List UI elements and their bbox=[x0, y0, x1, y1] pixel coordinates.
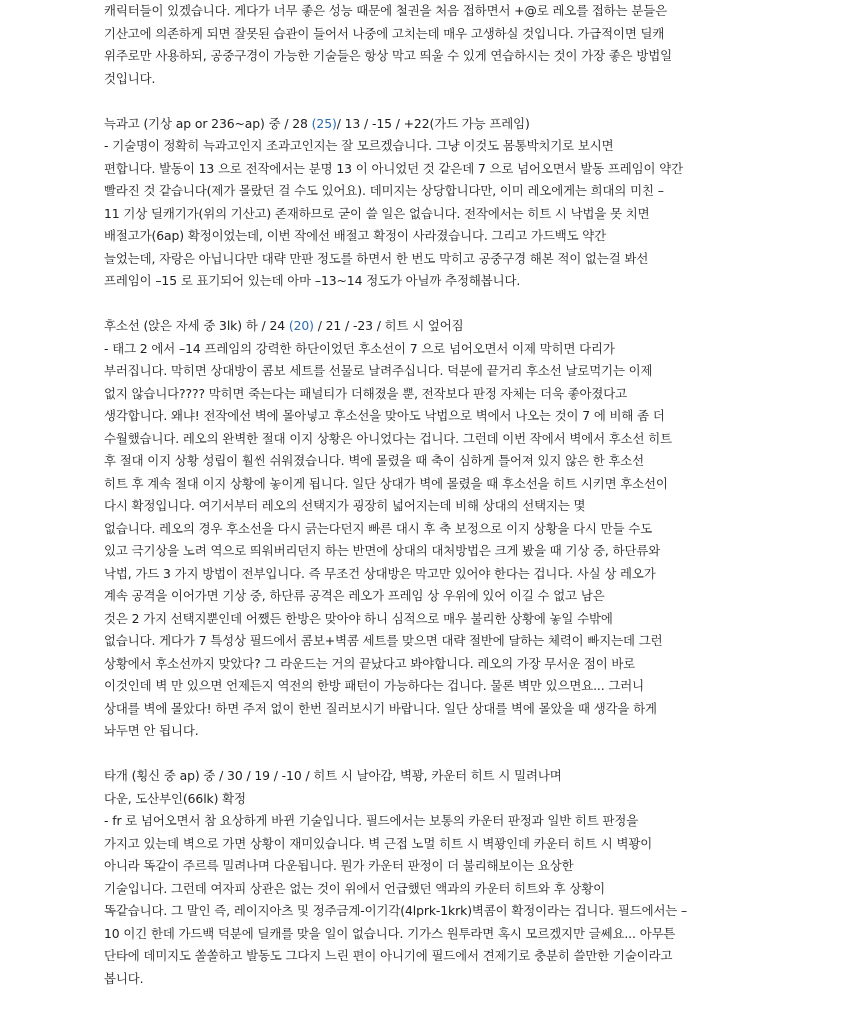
heading-text: 타개 (횡신 중 ap) 중 / 30 / 19 / -10 / 히트 시 날아감, 벽꽝, 카운터 히트 시 밀려나며 bbox=[104, 768, 562, 783]
text-line: 히트 후 계속 절대 이지 상황에 놓이게 됩니다. 일단 상대가 벽에 몰렸을 때 후소선을 히트 시키면 후소선이 bbox=[104, 475, 668, 491]
text-line: 없지 않습니다???? 막히면 죽는다는 패널티가 더해졌을 뿐, 전작보다 판정 자체는 더욱 좋아졌다고 bbox=[104, 385, 628, 401]
text-line: 기술입니다. 그런데 여자피 상관은 없는 것이 위에서 언급했던 액과의 카운터 히트와 후 상황이 bbox=[104, 880, 605, 896]
move-section-husoseon bbox=[104, 315, 756, 743]
heading-text: 후소선 (앉은 자세 중 3lk) 하 / 24 bbox=[104, 318, 289, 333]
text-line: 있고 극기상을 노려 역으로 띄워버리던지 하는 반면에 상대의 대처방법은 크게 봤을 때 기상 중, 하단류와 bbox=[104, 543, 661, 558]
text-line: 상황에서 후소선까지 맞았다? 그 라운드는 거의 끝났다고 봐야합니다. 레오의 가장 무서운 점이 바로 bbox=[104, 655, 636, 671]
text-line: 배절고가(6ap) 확정이었는데, 이번 작에선 배절고 확정이 사라졌습니다. 그리고 가드백도 약간 bbox=[104, 228, 607, 243]
text-line: - fr 로 넘어오면서 참 요상하게 바뀐 기술입니다. 필드에서는 보통의 카운터 판정과 일반 히트 판정을 bbox=[104, 813, 639, 828]
text-line: 가지고 있는데 벽으로 가면 상황이 재미있습니다. 벽 근접 노멀 히트 시 벽꽝인데 카운터 히트 시 벽꽝이 bbox=[104, 835, 653, 851]
text-line: 봅니다. bbox=[104, 970, 144, 986]
move-heading bbox=[104, 113, 756, 136]
text-line: 캐릭터들이 있겠습니다. 게다가 너무 좋은 성능 때문에 철권을 처음 접하면서 +@로 레오를 접하는 분들은 bbox=[104, 3, 667, 18]
frame-highlight: (20) bbox=[288, 318, 314, 333]
frame-highlight: (25) bbox=[311, 115, 337, 131]
text-line: 없습니다. 레오의 경우 후소선을 다시 긁는다던지 빠른 대시 후 축 보정으로 이지 상황을 다시 만들 수도 bbox=[104, 520, 653, 536]
text-line: 다운, 도산부인(66lk) 확정 bbox=[104, 790, 246, 806]
text-line: 위주로만 사용하되, 공중구경이 가능한 기술들은 항상 막고 띄울 수 있게 연습하시는 것이 가장 좋은 방법일 bbox=[104, 48, 672, 63]
heading-text: / 13 / -15 / +22(가드 가능 프레임) bbox=[336, 115, 530, 131]
text-line: 편합니다. 발동이 13 으로 전작에서는 분명 13 이 아니었던 것 같은데 7 으로 넘어오면서 발동 프레임이 약간 bbox=[104, 160, 683, 176]
text-line: 늘었는데, 자랑은 아닙니다만 대략 만판 정도를 하면서 한 번도 막히고 공중구경 해본 적이 없는걸 봐선 bbox=[104, 250, 649, 266]
text-line: 기산고에 의존하게 되면 잘못된 습관이 들어서 나중에 고치는데 매우 고생하실 것입니다. 가급적이면 딜캐 bbox=[104, 25, 665, 41]
intro-paragraph bbox=[104, 0, 756, 90]
text-line: 단타에 데미지도 쏠쏠하고 발동도 그다지 느린 편이 아니기에 필드에서 견제기로 충분히 쓸만한 기술이라고 bbox=[104, 948, 673, 963]
move-heading bbox=[104, 315, 756, 338]
text-line: 후 절대 이지 상황 성립이 훨씬 쉬워졌습니다. 벽에 몰렸을 때 축이 심하게 틀어져 있지 않은 한 후소선 bbox=[104, 453, 645, 468]
text-line: 10 이긴 한데 가드백 덕분에 딜캐를 맞을 일이 없습니다. 기가스 원투라면 혹시 모르겠지만 글쎄요... 아무튼 bbox=[104, 925, 676, 941]
heading-text: 늑과고 (기상 ap or 236~ap) 중 / 28 bbox=[104, 115, 312, 131]
paragraph-gap bbox=[104, 743, 756, 766]
text-line: 아니라 똑같이 주르륵 밀려나며 다운됩니다. 뭔가 카운터 판정이 더 불리해보이는 요상한 bbox=[104, 858, 574, 873]
heading-text: / 21 / -23 / 히트 시 엎어짐 bbox=[313, 318, 464, 333]
move-section-tagae bbox=[104, 765, 756, 990]
text-line: - 기술명이 정확히 늑과고인지 조과고인지는 잘 모르겠습니다. 그냥 이것도 몸통박치기로 보시면 bbox=[104, 138, 614, 153]
text-line: 상대를 벽에 몰았다! 하면 주저 없이 한번 질러보시기 바랍니다. 일단 상대를 벽에 몰았을 때 생각을 하게 bbox=[104, 700, 657, 716]
move-heading bbox=[104, 765, 756, 788]
text-line: 프레임이 –15 로 표기되어 있는데 아마 –13~14 정도가 아닐까 추정해봅니다. bbox=[104, 273, 521, 288]
text-line: 똑같습니다. 그 말인 즉, 레이지아츠 및 정주금계-이기각(4lprk-1krk)벽콤이 확정이라는 겁니다. 필드에서는 – bbox=[104, 903, 688, 918]
paragraph-gap bbox=[104, 293, 756, 316]
text-line: 빨라진 것 같습니다(제가 몰랐던 걸 수도 있어요). 데미지는 상당합니다만, 이미 레오에게는 희대의 미친 – bbox=[104, 183, 664, 198]
text-line: 생각합니다. 왜냐! 전작에선 벽에 몰아넣고 후소선을 맞아도 낙법으로 벽에서 나오는 것이 7 에 비해 좀 더 bbox=[104, 408, 665, 423]
move-section-neukgwago bbox=[104, 113, 756, 293]
paragraph-gap bbox=[104, 90, 756, 113]
text-line: 계속 공격을 이어가면 기상 중, 하단류 공격은 레오가 프레임 상 우위에 있어 이길 수 없고 남은 bbox=[104, 588, 605, 603]
text-line: 수월했습니다. 레오의 완벽한 절대 이지 상황은 아니었다는 겁니다. 그런데 이번 작에서 벽에서 후소선 히트 bbox=[104, 430, 672, 446]
text-line: 것은 2 가지 선택지뿐인데 어쨌든 한방은 맞아야 하니 심적으로 매우 불리한 상황에 놓일 수밖에 bbox=[104, 610, 613, 626]
text-line: - 태그 2 에서 –14 프레임의 강력한 하단이었던 후소선이 7 으로 넘어오면서 이제 막히면 다리가 bbox=[104, 340, 615, 356]
text-line: 것입니다. bbox=[104, 70, 156, 86]
text-line: 이것인데 벽 만 있으면 언제든지 역전의 한방 패턴이 가능하다는 겁니다. 물론 벽만 있으면요... 그러니 bbox=[104, 678, 645, 693]
text-line: 없습니다. 게다가 7 특성상 필드에서 콤보+벽콤 세트를 맞으면 대략 절반에 달하는 체력이 빠지는데 그런 bbox=[104, 633, 663, 648]
text-line: 낙법, 가드 3 가지 방법이 전부입니다. 즉 무조건 상대방은 막고만 있어야 한다는 겁니다. 사실 상 레오가 bbox=[104, 565, 656, 581]
text-line: 11 기상 딜캐기가(위의 기산고) 존재하므로 굳이 쓸 일은 없습니다. 전작에서는 히트 시 낙법을 못 치면 bbox=[104, 205, 650, 221]
text-line: 다시 확정입니다. 여기서부터 레오의 선택지가 굉장히 넓어지는데 비해 상대의 선택지는 몇 bbox=[104, 498, 586, 513]
text-line: 놔두면 안 됩니다. bbox=[104, 723, 199, 738]
text-line: 부러집니다. 막히면 상대방이 콤보 세트를 선물로 날려주십니다. 덕분에 끝거리 후소선 날로먹기는 이제 bbox=[104, 363, 653, 378]
